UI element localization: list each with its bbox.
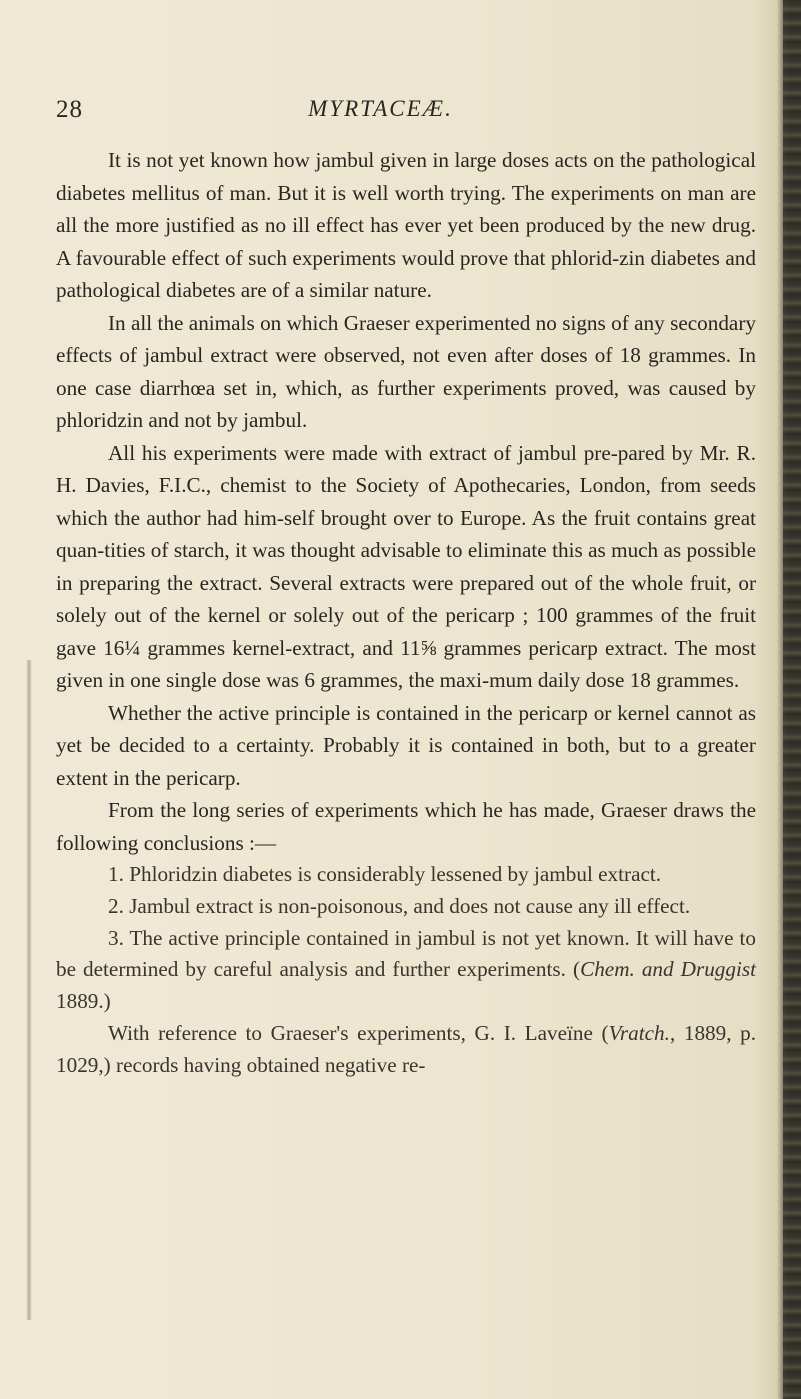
conclusion-item: 1. Phloridzin diabetes is considerably lessened by jambul extract. xyxy=(108,862,662,886)
conclusion-item: 2. Jambul extract is non-poisonous, and does not cause any ill effect. xyxy=(108,893,691,918)
page-header xyxy=(0,96,801,136)
journal-title: Vratch. xyxy=(608,1020,670,1045)
page-body xyxy=(56,144,756,1082)
citation-rest: 1889.) xyxy=(56,989,111,1014)
binding-shadow xyxy=(26,660,32,1320)
paragraph: In all the animals on which Graeser experimented no signs of any secondary effects of jambul extract were observed, not even after doses of 18 grammes. In one case diarrhœa set in, which, as further experiments proved, was caused by phloridzin and not by jambul. xyxy=(56,310,756,432)
paragraph: From the long series of experiments which he has made, Graeser draws the following conclusions :— xyxy=(56,798,756,855)
citation-open: ( xyxy=(565,957,581,982)
paragraph-text: , 1889, p. 1029,) records having obtained negative re- xyxy=(56,1020,757,1077)
paragraph-text: With reference to Graeser's experiments, G. I. Laveïne ( xyxy=(108,1020,609,1045)
citation-title: Chem. and Druggist xyxy=(580,957,757,982)
conclusion-text: 3. The active principle contained in jambul is not yet known. It will have to be determined by careful analysis and further experiments. xyxy=(56,925,756,982)
page-number: 28 xyxy=(56,96,83,123)
conclusion-item xyxy=(56,923,756,1018)
page-edge-shadow xyxy=(783,0,801,1399)
paragraph: It is not yet known how jambul given in large doses acts on the pathological diabetes mellitus of man. But it is well worth trying. The experiments on man are all the more justified as no ill effect has ever yet been produced by the new drug. A favourable effect of such experiments would prove that phlorid-zin diabetes and pathological diabetes are of a similar nature. xyxy=(56,148,756,302)
paragraph: Whether the active principle is contained in the pericarp or kernel cannot as yet be decided to a certainty. Probably it is contained in both, but to a greater extent in the pericarp. xyxy=(56,700,756,790)
paragraph xyxy=(56,1018,756,1082)
paragraph: All his experiments were made with extract of jambul pre-pared by Mr. R. H. Davies, F.I.C., chemist to the Society of Apothecaries, London, from seeds which the author had him-self brought over to Europe. As the fruit contains great quan-tities of starch, it was thought advisable to eliminate this as much as possible in preparing the extract. Several extracts were prepared out of the whole fruit, or solely out of the kernel or solely out of the pericarp ; 100 grammes of the fruit gave 16¼ grammes kernel-extract, and 11⅝ grammes pericarp extract. The most given in one single dose was 6 grammes, the maxi-mum daily dose 18 grammes. xyxy=(56,440,756,692)
running-head: MYRTACEÆ. xyxy=(308,96,453,121)
